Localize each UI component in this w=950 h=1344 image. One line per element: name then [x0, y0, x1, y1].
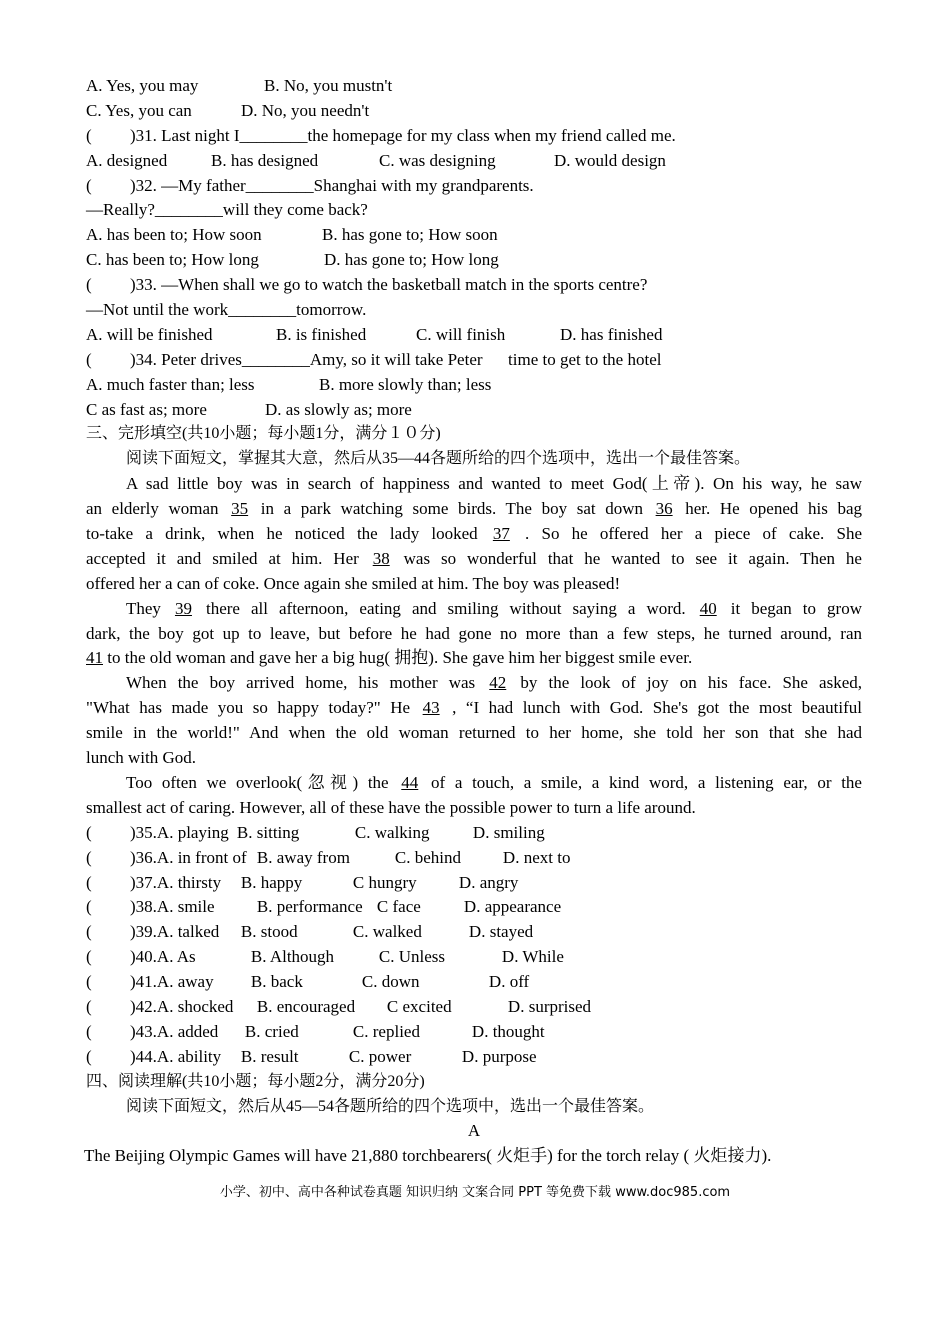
option-a: A. thirsty	[156, 872, 222, 892]
cloze-p3-line2: "What has made you so happy today?" He 43 , “I had lunch with God. She's got the most beautiful	[86, 698, 862, 718]
option-b: B. stood	[240, 922, 298, 942]
blank-40: 40	[699, 598, 717, 618]
section4-instruction: 阅读下面短文，然后从45—54各题所给的四个选项中，选出一个最佳答案。	[126, 1097, 655, 1115]
cloze-question-36: ( )36.A. in front of B. away from C. behind D. next to	[86, 846, 862, 871]
option-a: A. ability	[156, 1046, 222, 1066]
passage-label: A	[467, 1121, 481, 1141]
cloze-question-38: ( )38.A. smile B. performance C face D. appearance	[86, 895, 862, 920]
option-d: D. next to	[502, 847, 571, 867]
option-d: D. appearance	[463, 897, 562, 917]
blank-39: 39	[174, 598, 192, 618]
cloze-p4-line2: smallest act of caring. However, all of these have the possible power to turn a life around.	[86, 797, 696, 817]
option-b: B. sitting	[236, 822, 300, 842]
q30-options-row-2	[86, 99, 862, 124]
option-b: B. away from	[256, 847, 350, 867]
cloze-p3-line4: lunch with God.	[86, 748, 197, 768]
question-number: )37.	[130, 872, 157, 892]
question-number: )35.	[130, 822, 157, 842]
question-number: )42.	[130, 996, 157, 1016]
option-b: B. performance	[256, 897, 363, 917]
question-number: )39.	[130, 922, 157, 942]
option-c: C excited	[386, 996, 452, 1016]
q33-options: A. will be finished B. is finished C. will finish D. has finished	[86, 324, 663, 344]
option-a: A. added	[156, 1021, 219, 1041]
option-c: C. Unless	[378, 947, 446, 967]
blank-44: 44	[401, 772, 419, 792]
q32-reply: —Really?________will they come back?	[86, 200, 368, 220]
cloze-question-37: ( )37.A. thirsty B. happy C hungry D. angry	[86, 871, 862, 896]
question-number: )36.	[130, 847, 157, 867]
q30-option-b: B. No, you mustn't	[264, 76, 393, 95]
cloze-question-43: ( )43.A. added B. cried C. replied D. thought	[86, 1020, 862, 1045]
q33-stem: ( )33. —When shall we go to watch the basketball match in the sports centre?	[86, 275, 648, 295]
cloze-p4-line1: Too often we overlook(忽视) the 44 of a touch, a smile, a kind word, a listening ear, or the	[126, 772, 862, 792]
option-b: B. back	[250, 972, 303, 992]
option-d: D. angry	[458, 872, 519, 892]
cloze-question-40: ( )40.A. As B. Although C. Unless D. While	[86, 945, 862, 970]
option-b: B. Although	[250, 947, 335, 967]
q33-reply: —Not until the work________tomorrow.	[86, 300, 367, 320]
cloze-p3-line3: smile in the world!" And when the old woman returned to her home, she told her son that she had	[86, 723, 862, 743]
option-d: D. thought	[471, 1021, 545, 1041]
cloze-p3-line1: When the boy arrived home, his mother was 42 by the look of joy on his face. She asked,	[126, 673, 862, 693]
option-d: D. smiling	[472, 822, 545, 842]
cloze-p1-line5: offered her a can of coke. Once again she smiled at him. The boy was pleased!	[86, 573, 621, 593]
cloze-p1-line1: A sad little boy was in search of happiness and wanted to meet God(上帝). On his way, he saw	[126, 474, 862, 494]
option-a: A. playing	[156, 822, 229, 842]
blank-41: 41	[86, 648, 103, 668]
option-c: C. walked	[352, 922, 422, 942]
passage-a-first-line: The Beijing Olympic Games will have 21,880 torchbearers( 火炬手) for the torch relay ( 火炬接力).	[84, 1146, 772, 1166]
q34-options-row-2: C as fast as; more D. as slowly as; more	[86, 399, 412, 419]
cloze-p1-line2: an elderly woman 35 in a park watching some birds. The boy sat down 36 her. He opened his bag	[86, 499, 862, 519]
option-c: C. power	[348, 1046, 412, 1066]
cloze-p2-line2: dark, the boy got up to leave, but before he had gone no more than a few steps, he turned around, ran	[86, 623, 862, 643]
option-b: B. result	[240, 1046, 299, 1066]
option-d: D. stayed	[468, 922, 534, 942]
option-a: A. talked	[156, 922, 220, 942]
q32-options-row-2: C. has been to; How long D. has gone to; How long	[86, 250, 499, 270]
q30-option-a: A. Yes, you may	[86, 76, 199, 95]
cloze-p2-line3: 41 to the old woman and gave her a big hug( 拥抱). She gave him her biggest smile ever.	[86, 648, 693, 668]
option-a: A. shocked	[156, 996, 234, 1016]
q30-options-row-1	[86, 74, 862, 99]
option-a: A. smile	[156, 897, 215, 917]
question-number: )43.	[130, 1021, 157, 1041]
q32-options-row-1: A. has been to; How soon B. has gone to; How soon	[86, 225, 498, 245]
section3-heading: 三、完形填空(共10小题；每小题1分，满分１０分)	[86, 425, 441, 443]
option-c: C hungry	[352, 872, 417, 892]
option-a: A. in front of	[156, 847, 247, 867]
section3-instruction: 阅读下面短文，掌握其大意，然后从35—44各题所给的四个选项中，选出一个最佳答案。	[126, 450, 751, 468]
q31-stem: ( )31. Last night I________the homepage for my class when my friend called me.	[86, 125, 676, 145]
option-b: B. happy	[240, 872, 303, 892]
blank-35: 35	[231, 499, 249, 519]
cloze-question-39: ( )39.A. talked B. stood C. walked D. stayed	[86, 920, 862, 945]
cloze-question-44: ( )44.A. ability B. result C. power D. purpose	[86, 1045, 862, 1070]
q32-stem: ( )32. —My father________Shanghai with my grandparents.	[86, 175, 534, 195]
cloze-question-42: ( )42.A. shocked B. encouraged C excited D. surprised	[86, 995, 862, 1020]
question-number: )41.	[130, 972, 157, 992]
option-d: D. While	[501, 947, 564, 967]
cloze-question-35: ( )35.A. playing B. sitting C. walking D. smiling	[86, 821, 862, 846]
exam-page	[86, 74, 862, 1169]
cloze-p1-line3: to-take a drink, when he noticed the lady looked 37 . So he offered her a piece of cake. She	[86, 524, 862, 544]
q34-options-row-1: A. much faster than; less B. more slowly than; less	[86, 374, 492, 394]
question-number: )38.	[130, 897, 157, 917]
cloze-question-41: ( )41.A. away B. back C. down D. off	[86, 970, 862, 995]
option-b: B. cried	[244, 1021, 299, 1041]
cloze-p2-line1: They 39 there all afternoon, eating and smiling without saying a word. 40 it began to grow	[126, 598, 862, 618]
blank-43: 43	[422, 698, 440, 718]
option-d: D. surprised	[507, 996, 592, 1016]
option-c: C. walking	[354, 822, 430, 842]
page-footer: 小学、初中、高中各种试卷真题 知识归纳 文案合同 PPT 等免费下载 www.doc985.com	[219, 1185, 731, 1200]
q31-options: A. designed B. has designed C. was designing D. would design	[86, 150, 666, 170]
blank-38: 38	[372, 548, 390, 568]
option-a: A. As	[156, 947, 196, 967]
question-number: )40.	[130, 947, 157, 967]
blank-36: 36	[655, 499, 673, 519]
cloze-question-list	[86, 821, 862, 1070]
blank-42: 42	[489, 673, 507, 693]
question-number: )44.	[130, 1046, 157, 1066]
option-d: D. off	[488, 972, 530, 992]
option-c: C. down	[361, 972, 420, 992]
blank-37: 37	[492, 524, 510, 544]
option-b: B. encouraged	[256, 996, 356, 1016]
option-a: A. away	[156, 972, 214, 992]
option-c: C. behind	[394, 847, 462, 867]
option-c: C. replied	[352, 1021, 420, 1041]
q30-option-c: C. Yes, you can	[86, 100, 192, 120]
q30-option-d: D. No, you needn't	[241, 100, 370, 120]
section4-heading: 四、阅读理解(共10小题；每小题2分，满分20分)	[86, 1072, 425, 1090]
option-c: C face	[376, 897, 421, 917]
option-d: D. purpose	[461, 1046, 537, 1066]
q34-stem: ( )34. Peter drives________Amy, so it will take Peter time to get to the hotel	[86, 349, 662, 369]
cloze-p1-line4: accepted it and smiled at him. Her 38 was so wonderful that he wanted to see it again. Then he	[86, 548, 862, 568]
